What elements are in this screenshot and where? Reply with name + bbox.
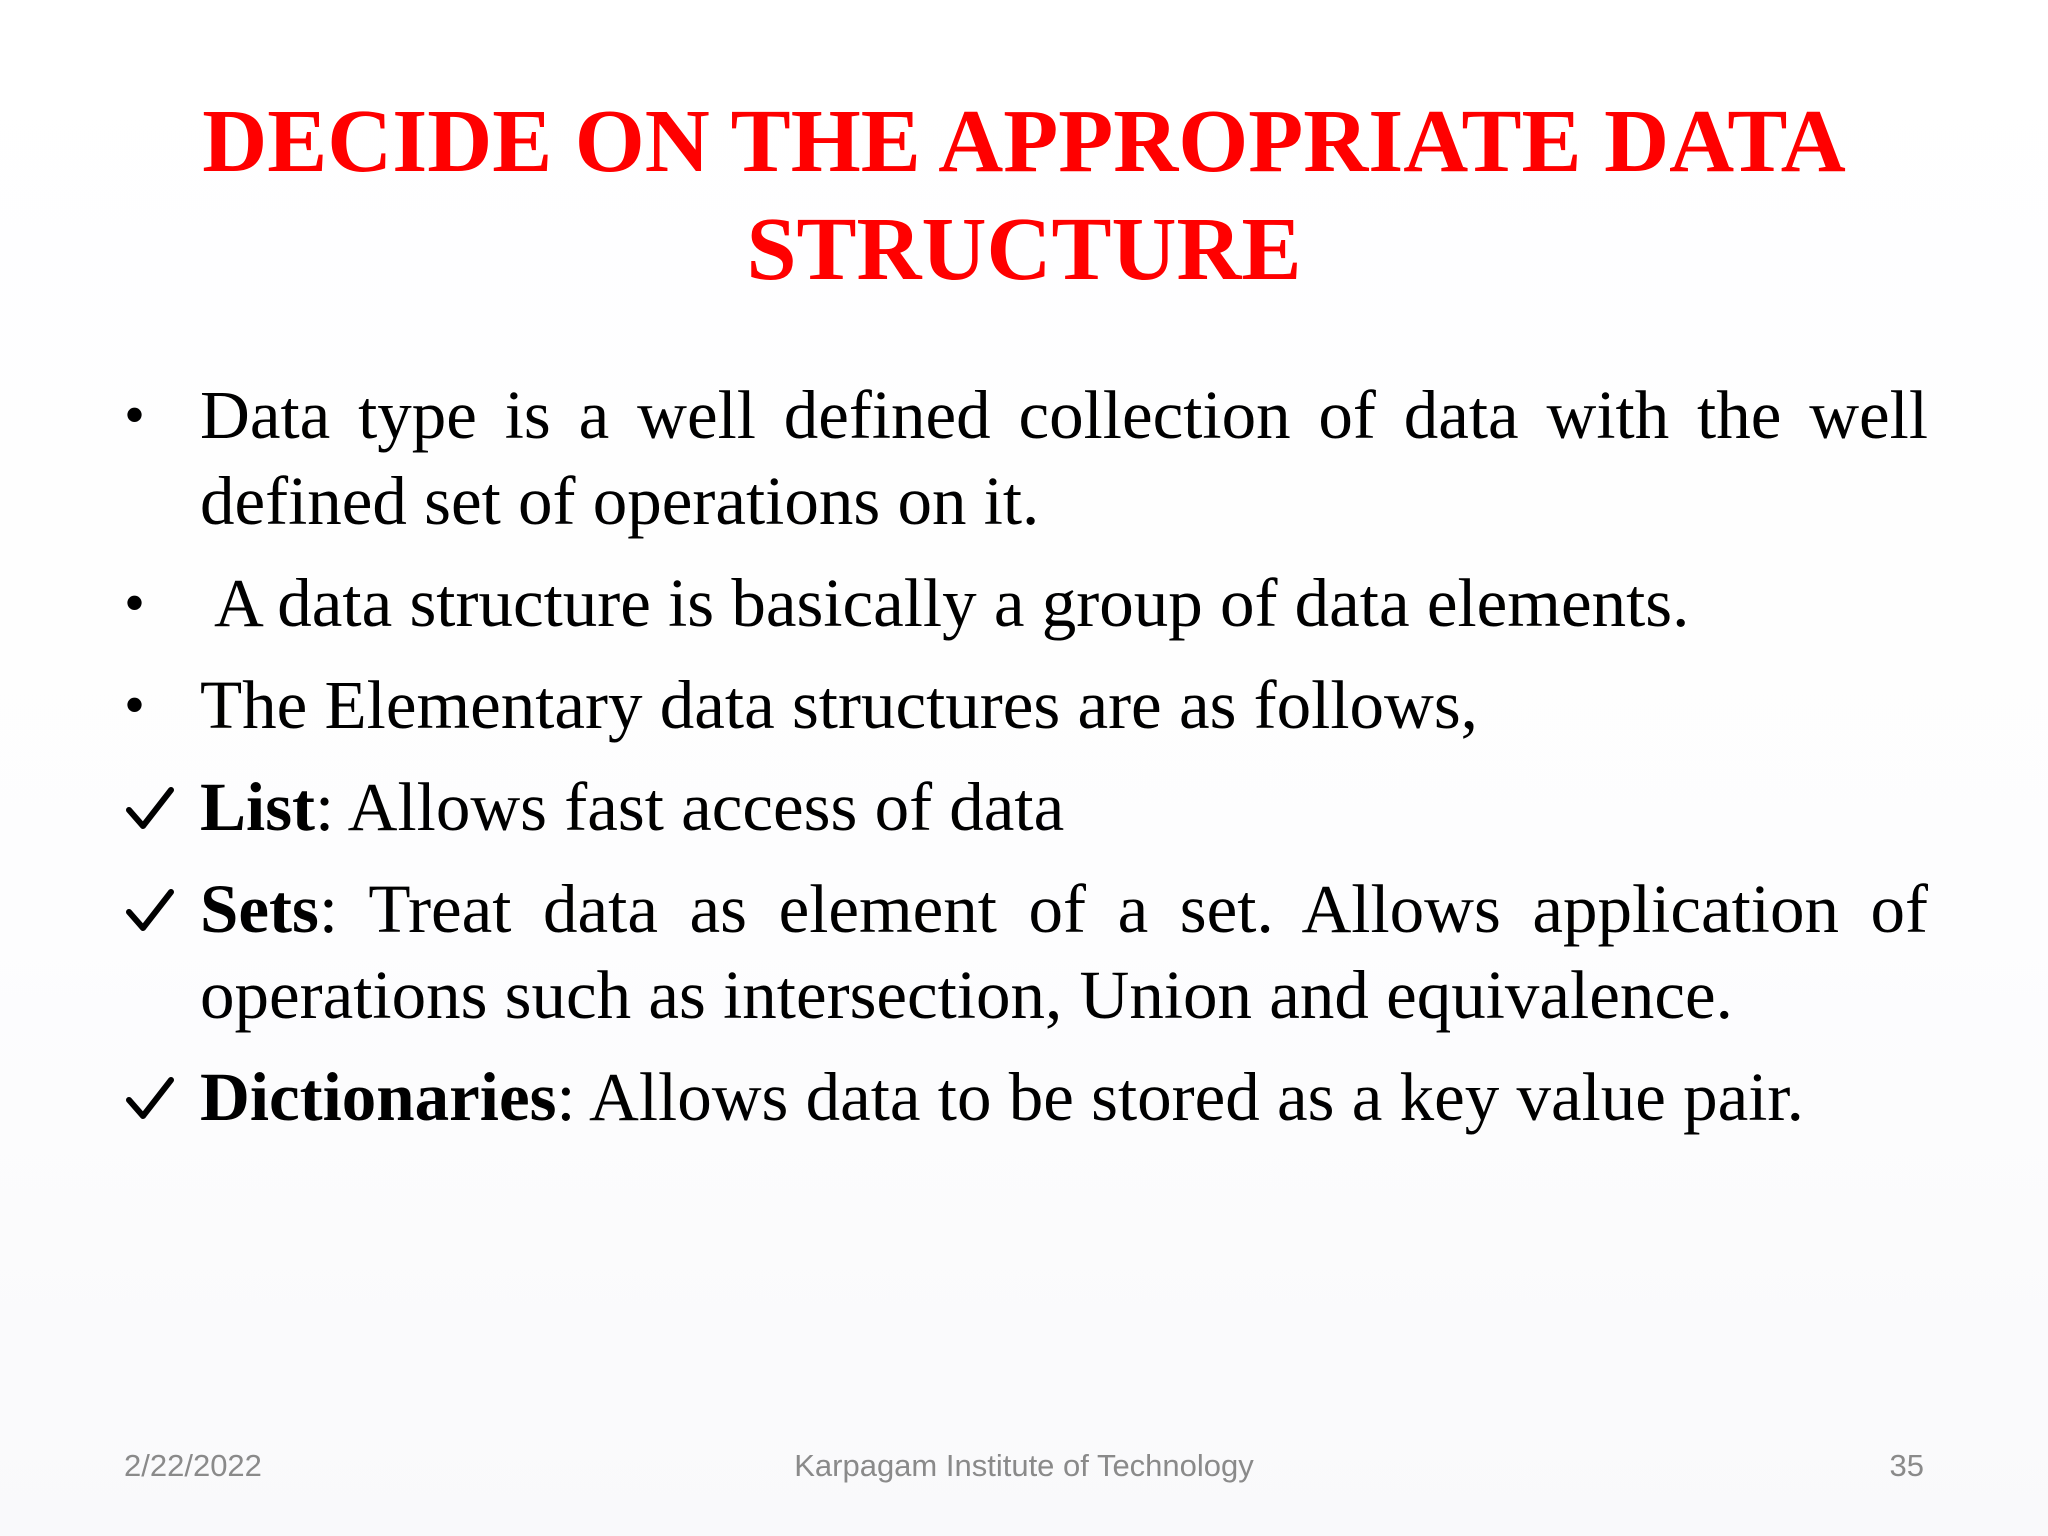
bullet-item [120, 560, 1928, 646]
bullet-icon: • [124, 672, 146, 738]
check-text: Treat data as element of a set. Allows application of operations such as intersection, Union and equivalence. [200, 871, 1928, 1033]
slide-body [120, 372, 1928, 1156]
check-item-list [120, 764, 1928, 850]
checkmark-icon [126, 1076, 174, 1120]
checkmark-icon [126, 786, 174, 830]
bullet-text: The Elementary data structures are as follows, [200, 667, 1478, 743]
checkmark-icon [126, 888, 174, 932]
check-term: List [200, 769, 316, 845]
check-term: Sets [200, 871, 319, 947]
bullet-item [120, 372, 1928, 544]
bullet-icon: • [124, 382, 146, 448]
bullet-icon: • [124, 570, 146, 636]
slide-title-line-1: DECIDE ON THE APPROPRIATE DATA [202, 92, 1846, 191]
check-text: Allows fast access of data [334, 769, 1065, 845]
check-separator: : [318, 871, 339, 947]
slide-title [120, 88, 1928, 304]
slide-title-line-2: STRUCTURE [746, 200, 1302, 299]
check-text: Allows data to be stored as a key value pair. [575, 1059, 1804, 1135]
footer-page-number: 35 [1889, 1448, 1924, 1483]
check-term: Dictionaries [200, 1059, 557, 1135]
check-separator: : [556, 1059, 576, 1135]
check-item-dictionaries [120, 1054, 1928, 1140]
footer-date: 2/22/2022 [124, 1448, 262, 1483]
check-separator: : [315, 769, 335, 845]
bullet-text: Data type is a well defined collection of data with the well defined set of operations on it. [200, 377, 1928, 539]
bullet-item [120, 662, 1928, 748]
footer-institution: Karpagam Institute of Technology [794, 1448, 1254, 1483]
bullet-text: A data structure is basically a group of data elements. [214, 565, 1690, 641]
check-item-sets [120, 866, 1928, 1038]
